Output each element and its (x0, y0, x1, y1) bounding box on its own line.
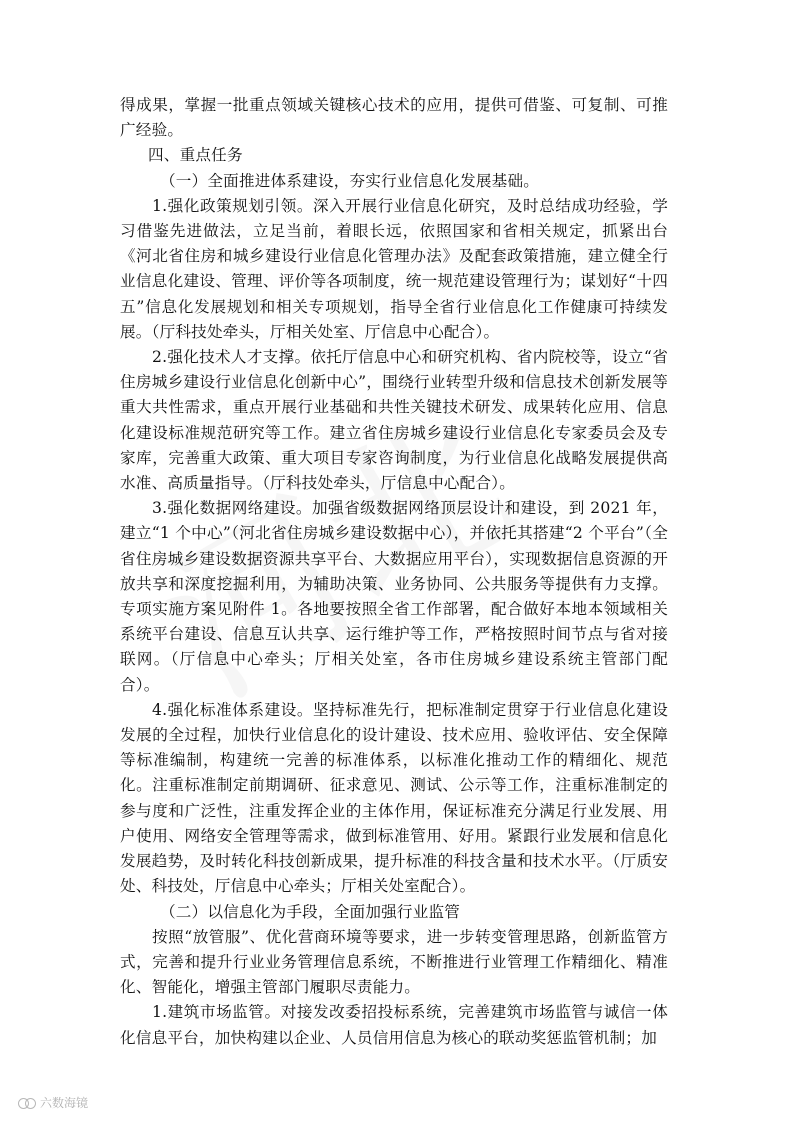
brand-logo-icon (18, 1096, 36, 1110)
section-heading-key-tasks: 四、重点任务 (148, 146, 243, 165)
subsection-heading-2: （二）以信息化为手段，全面加强行业监管 (160, 902, 461, 921)
paragraph-data-network: 3.强化数据网络建设。加强省级数据网络顶层设计和建设，到 2021 年，建立“1 个中心”（河北省住房城乡建设数据中心），并依托其搭建“2 个平台”（全省住房城乡建设数据资源共享平台、大数据应用平台），实现数据信息资源的开放共享和深度挖掘利用，为辅助决策、业务协同、公共服务等提供有力支撑。专项实施方案见附件 1。各地要按照全省工作部署，配合做好本地本领域相关系统平台建设、信息互认共享、运行维护等工作，严格按照时间节点与省对接联网。（厅信息中心牵头；厅相关处室，各市住房城乡建设系统主管部门配合）。 (120, 499, 668, 694)
subsection-heading-1: （一）全面推进体系建设，夯实行业信息化发展基础。 (160, 171, 540, 190)
brand-watermark (18, 1094, 88, 1111)
document-body (120, 93, 668, 1051)
paragraph-regulation-intro: 按照“放管服”、优化营商环境等要求，进一步转变管理思路，创新监管方式，完善和提升行业业务管理信息系统，不断推进行业管理工作精细化、精准化、智能化，增强主管部门履职尽责能力。 (120, 927, 668, 997)
paragraph-standards: 4.强化标准体系建设。坚持标准先行，把标准制定贯穿于行业信息化建设发展的全过程，加快行业信息化的设计建设、技术应用、验收评估、安全保障等标准编制，构建统一完善的标准体系，以标准化推动工作的精细化、规范化。注重标准制定前期调研、征求意见、测试、公示等工作，注重标准制定的参与度和广泛性，注重发挥企业的主体作用，保证标准充分满足行业发展、用户使用、网络安全管理等需求，做到标准管用、好用。紧跟行业发展和信息化发展趋势，及时转化科技创新成果，提升标准的科技含量和技术水平。（厅质安处、科技处，厅信息中心牵头；厅相关处室配合）。 (120, 700, 668, 896)
paragraph-tech-talent: 2.强化技术人才支撑。依托厅信息中心和研究机构、省内院校等，设立“省住房城乡建设行业信息化创新中心”，围绕行业转型升级和信息技术创新发展等重大共性需求，重点开展行业基础和共性关键技术研发、成果转化应用、信息化建设标准规范研究等工作。建立省住房城乡建设行业信息化专家委员会及专家库，完善重大政策、重大项目专家咨询制度，为行业信息化战略发展提供高水准、高质量指导。（厅科技处牵头，厅信息中心配合）。 (120, 348, 668, 493)
brand-label: 六数海镜 (40, 1096, 89, 1110)
paragraph-policy-planning: 1.强化政策规划引领。深入开展行业信息化研究，及时总结成功经验，学习借鉴先进做法，立足当前，着眼长远，依照国家和省相关规定，抓紧出台《河北省住房和城乡建设行业信息化管理办法》及配套政策措施，建立健全行业信息化建设、管理、评价等各项制度，统一规范建设管理行为；谋划好“十四五”信息化发展规划和相关专项规划，指导全省行业信息化工作健康可持续发展。（厅科技处牵头，厅相关处室、厅信息中心配合）。 (120, 196, 668, 341)
paragraph-market-supervision: 1.建筑市场监管。对接发改委招投标系统，完善建筑市场监管与诚信一体化信息平台，加快构建以企业、人员信用信息为核心的联动奖惩监管机制；加 (120, 1003, 668, 1047)
paragraph-intro-continuation: 得成果，掌握一批重点领域关键核心技术的应用，提供可借鉴、可复制、可推广经验。 (120, 96, 668, 140)
